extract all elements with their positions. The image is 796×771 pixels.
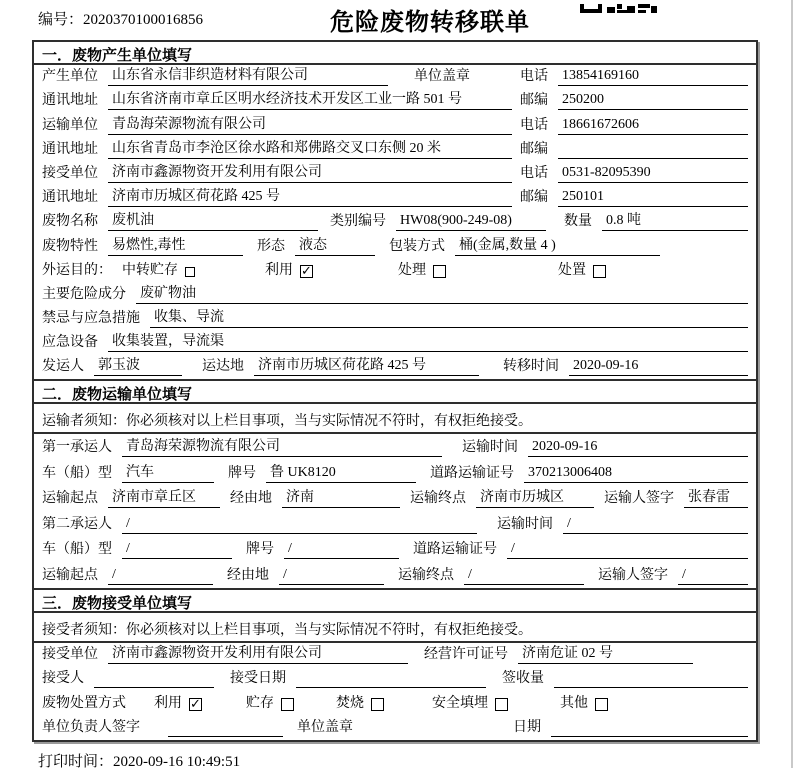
vehicle2-row bbox=[34, 537, 756, 563]
receiver-phone-value: 0531-82095390 bbox=[558, 163, 748, 183]
equipment-label: 应急设备 bbox=[42, 335, 98, 351]
route-start-value: 济南市章丘区 bbox=[108, 488, 220, 508]
route-start-label: 运输起点 bbox=[42, 568, 98, 583]
serial-label: 编号： bbox=[38, 12, 84, 28]
print-time-value: 2020-09-16 10:49:51 bbox=[113, 754, 241, 770]
route-end-value: / bbox=[464, 565, 584, 585]
checkbox-icon bbox=[593, 265, 606, 278]
carrier1-row bbox=[34, 434, 756, 460]
checkbox-icon bbox=[281, 698, 294, 711]
route-end-label: 运输终点 bbox=[410, 491, 466, 507]
section-producer bbox=[34, 42, 756, 379]
date-value bbox=[551, 718, 748, 737]
transporter-address-row bbox=[34, 138, 756, 162]
waste-traits-value: 易燃性,毒性 bbox=[108, 236, 243, 256]
accept-person-value bbox=[94, 669, 214, 688]
route-start-value: / bbox=[108, 565, 213, 585]
route1-row bbox=[34, 486, 756, 512]
carrier-sign-value: 张春雷 bbox=[684, 488, 748, 508]
transporter-value: 青岛海荣源物流有限公司 bbox=[108, 115, 512, 135]
section-transporter-title: 二．废物运输单位填写 bbox=[34, 381, 756, 404]
unit-seal-label: 单位盖章 bbox=[297, 719, 353, 735]
route-start-label: 运输起点 bbox=[42, 491, 98, 507]
equipment-row bbox=[34, 331, 756, 355]
route-end-value: 济南市历城区 bbox=[476, 488, 594, 508]
purpose-option-utilize bbox=[265, 261, 313, 280]
producer-zip-value: 250200 bbox=[558, 90, 748, 110]
accept-person-label: 接受人 bbox=[42, 671, 84, 687]
waste-name-row bbox=[34, 210, 756, 234]
accepting-unit-label: 接受单位 bbox=[42, 647, 98, 663]
carrier2-label: 第二承运人 bbox=[42, 516, 112, 532]
page-right-edge bbox=[791, 0, 793, 768]
disposal-option-incinerate bbox=[336, 694, 384, 713]
date-label: 日期 bbox=[513, 719, 541, 735]
section-receiver bbox=[34, 588, 756, 740]
purpose-option-treat bbox=[398, 261, 446, 280]
producer-phone-value: 13854169160 bbox=[558, 66, 748, 86]
route2-row bbox=[34, 562, 756, 588]
carrier2-row bbox=[34, 511, 756, 537]
responsible-sign-label: 单位负责人签字 bbox=[42, 719, 140, 735]
qr-code-fragment-icon bbox=[580, 0, 658, 18]
checkbox-icon bbox=[495, 698, 508, 711]
checkbox-label: 安全填埋 bbox=[432, 695, 488, 711]
checkbox-icon bbox=[433, 265, 446, 278]
checkbox-label: 焚烧 bbox=[336, 695, 364, 711]
producer-value: 山东省永信非织造材料有限公司 bbox=[108, 66, 388, 86]
producer-row bbox=[34, 65, 756, 89]
checkbox-icon bbox=[371, 698, 384, 711]
vehicle-type-value: / bbox=[122, 539, 232, 559]
purpose-label: 外运目的： bbox=[42, 262, 112, 278]
license-label: 经营许可证号 bbox=[424, 647, 508, 663]
checkbox-icon bbox=[595, 698, 608, 711]
transport-time-label: 运输时间 bbox=[497, 516, 553, 532]
phone-label: 电话 bbox=[520, 69, 548, 85]
zip-label: 邮编 bbox=[520, 93, 548, 109]
transfer-time-label: 转移时间 bbox=[503, 359, 559, 375]
checkbox-icon bbox=[189, 698, 202, 711]
disposal-option-storage bbox=[246, 694, 294, 713]
producer-address-row bbox=[34, 89, 756, 113]
road-permit-value: / bbox=[507, 539, 748, 559]
carrier-sign-value: / bbox=[678, 565, 748, 585]
packing-label: 包装方式 bbox=[389, 238, 445, 254]
receiver-notice: 接受者须知：你必须核对以上栏目事项，当与实际情况不符时，有权拒绝接受。 bbox=[34, 613, 756, 643]
receiver-row bbox=[34, 162, 756, 186]
dispatcher-label: 发运人 bbox=[42, 359, 84, 375]
checkbox-label: 贮存 bbox=[246, 695, 274, 711]
dispatch-row bbox=[34, 355, 756, 379]
accepting-unit-row bbox=[34, 643, 756, 667]
transporter-phone-value: 18661672606 bbox=[558, 115, 748, 135]
section-producer-title: 一．废物产生单位填写 bbox=[34, 42, 756, 65]
checkbox-label: 中转贮存 bbox=[122, 262, 178, 278]
quantity-label: 数量 bbox=[564, 214, 592, 230]
checkbox-icon bbox=[300, 265, 313, 278]
waste-transfer-form bbox=[32, 40, 758, 742]
zip-label: 邮编 bbox=[520, 190, 548, 206]
address-label: 通讯地址 bbox=[42, 141, 98, 157]
category-code-value: HW08(900-249-08) bbox=[396, 211, 546, 231]
emergency-row bbox=[34, 307, 756, 331]
transporter-address-value: 山东省青岛市李沧区徐水路和郑佛路交叉口东侧 20 米 bbox=[108, 139, 512, 159]
receiver-value: 济南市鑫源物资开发利用有限公司 bbox=[108, 163, 512, 183]
checkbox-label: 利用 bbox=[154, 695, 182, 711]
plate-value: / bbox=[284, 539, 399, 559]
route-via-label: 经由地 bbox=[230, 491, 272, 507]
emergency-value: 收集、导流 bbox=[150, 308, 748, 328]
checkbox-label: 利用 bbox=[265, 262, 293, 278]
route-via-value: / bbox=[279, 565, 384, 585]
emergency-label: 禁忌与应急措施 bbox=[42, 311, 140, 327]
plate-value: 鲁 UK8120 bbox=[266, 463, 416, 483]
purpose-option-transfer-storage bbox=[122, 261, 195, 280]
waste-traits-label: 废物特性 bbox=[42, 238, 98, 254]
disposal-option-utilize bbox=[154, 694, 202, 713]
route-end-label: 运输终点 bbox=[398, 568, 454, 583]
vehicle-type-label: 车（船）型 bbox=[42, 542, 112, 558]
hazard-value: 废矿物油 bbox=[136, 284, 748, 304]
transport-time-value: 2020-09-16 bbox=[528, 437, 748, 457]
disposal-option-landfill bbox=[432, 694, 508, 713]
dispatcher-value: 郭玉波 bbox=[94, 356, 182, 376]
checkbox-label: 处置 bbox=[558, 262, 586, 278]
plate-label: 牌号 bbox=[228, 465, 256, 481]
vehicle1-row bbox=[34, 460, 756, 486]
transporter-zip-value bbox=[558, 140, 748, 159]
accept-person-row bbox=[34, 667, 756, 691]
producer-address-value: 山东省济南市章丘区明水经济技术开发区工业一路 501 号 bbox=[108, 90, 512, 110]
checkbox-icon bbox=[185, 267, 195, 277]
equipment-value: 收集装置，导流渠 bbox=[108, 332, 748, 352]
carrier1-label: 第一承运人 bbox=[42, 440, 112, 456]
checkbox-label: 处理 bbox=[398, 262, 426, 278]
route-via-value: 济南 bbox=[282, 488, 400, 508]
transfer-time-value: 2020-09-16 bbox=[569, 356, 748, 376]
received-quantity-value bbox=[554, 669, 748, 688]
transporter-label: 运输单位 bbox=[42, 117, 98, 133]
accept-date-value bbox=[296, 669, 486, 688]
category-code-label: 类别编号 bbox=[330, 214, 386, 230]
transporter-notice: 运输者须知：你必须核对以上栏目事项，当与实际情况不符时，有权拒绝接受。 bbox=[34, 404, 756, 434]
route-via-label: 经由地 bbox=[227, 568, 269, 583]
carrier2-value: / bbox=[122, 514, 477, 534]
form-label: 形态 bbox=[257, 238, 285, 254]
seal-label: 单位盖章 bbox=[414, 69, 470, 85]
producer-label: 产生单位 bbox=[42, 69, 98, 85]
accept-date-label: 接受日期 bbox=[230, 671, 286, 687]
disposal-option-other bbox=[560, 694, 608, 713]
phone-label: 电话 bbox=[520, 165, 548, 181]
phone-label: 电话 bbox=[520, 117, 548, 133]
section-receiver-title: 三．废物接受单位填写 bbox=[34, 590, 756, 613]
plate-label: 牌号 bbox=[246, 542, 274, 558]
quantity-value: 0.8 吨 bbox=[602, 211, 748, 231]
carrier1-value: 青岛海荣源物流有限公司 bbox=[122, 437, 442, 457]
road-permit-label: 道路运输证号 bbox=[430, 465, 514, 481]
road-permit-value: 370213006408 bbox=[524, 463, 748, 483]
receiver-label: 接受单位 bbox=[42, 165, 98, 181]
destination-label: 运达地 bbox=[202, 359, 244, 375]
print-time-label: 打印时间： bbox=[38, 754, 114, 770]
road-permit-label: 道路运输证号 bbox=[413, 542, 497, 558]
signoff-row bbox=[34, 716, 756, 740]
receiver-address-value: 济南市历城区荷花路 425 号 bbox=[108, 187, 512, 207]
receiver-address-row bbox=[34, 186, 756, 210]
accepting-unit-value: 济南市鑫源物资开发利用有限公司 bbox=[108, 644, 408, 664]
destination-value: 济南市历城区荷花路 425 号 bbox=[254, 356, 479, 376]
serial-value: 2020370100016856 bbox=[83, 12, 204, 28]
purpose-row bbox=[34, 259, 756, 283]
disposal-method-row bbox=[34, 691, 756, 715]
page-title: 危险废物转移联单 bbox=[330, 9, 530, 36]
transporter-row bbox=[34, 113, 756, 137]
disposal-method-label: 废物处置方式 bbox=[42, 695, 126, 711]
section-transporter bbox=[34, 379, 756, 588]
address-label: 通讯地址 bbox=[42, 190, 98, 206]
waste-name-label: 废物名称 bbox=[42, 214, 98, 230]
waste-traits-row bbox=[34, 234, 756, 258]
license-value: 济南危证 02 号 bbox=[518, 644, 693, 664]
hazard-row bbox=[34, 283, 756, 307]
address-label: 通讯地址 bbox=[42, 93, 98, 109]
serial-number bbox=[38, 8, 203, 29]
transport-time-value: / bbox=[563, 514, 748, 534]
transport-time-label: 运输时间 bbox=[462, 440, 518, 456]
waste-name-value: 废机油 bbox=[108, 211, 318, 231]
responsible-sign-value bbox=[168, 718, 283, 737]
purpose-option-dispose bbox=[558, 261, 606, 280]
vehicle-type-label: 车（船）型 bbox=[42, 465, 112, 481]
carrier-sign-label: 运输人签字 bbox=[604, 491, 674, 507]
received-quantity-label: 签收量 bbox=[502, 671, 544, 687]
receiver-zip-value: 250101 bbox=[558, 187, 748, 207]
form-value: 液态 bbox=[295, 236, 375, 256]
vehicle-type-value: 汽车 bbox=[122, 463, 214, 483]
packing-value: 桶(金属,数量 4 ) bbox=[455, 236, 660, 256]
carrier-sign-label: 运输人签字 bbox=[598, 568, 668, 583]
checkbox-label: 其他 bbox=[560, 695, 588, 711]
hazard-label: 主要危险成分 bbox=[42, 286, 126, 302]
zip-label: 邮编 bbox=[520, 141, 548, 157]
